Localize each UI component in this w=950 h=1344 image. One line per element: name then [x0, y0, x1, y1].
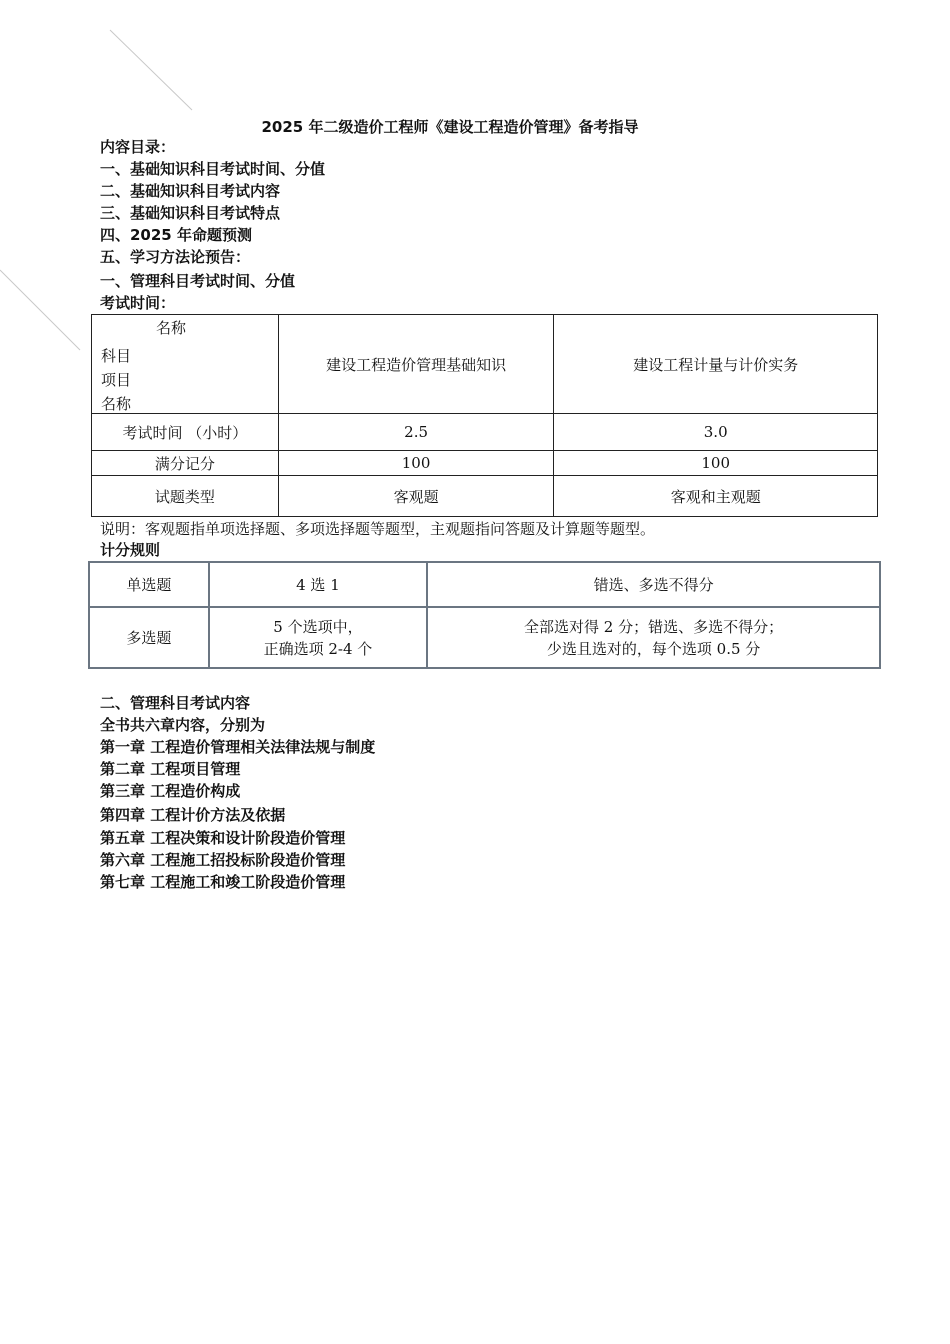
scoring-rules-table — [88, 561, 881, 669]
table-cell: 客观题 — [278, 476, 554, 517]
table-row — [92, 476, 878, 517]
text-line: 全部选对得 2 分；错选、多选不得分； — [524, 617, 784, 636]
toc-item: 五、学习方法论预告： — [100, 248, 251, 266]
chapter-item: 第三章 工程造价构成 — [100, 782, 241, 800]
section-intro: 全书共六章内容，分别为 — [100, 716, 266, 734]
chapter-item: 第七章 工程施工和竣工阶段造价管理 — [100, 873, 346, 891]
chapter-item: 第一章 工程造价管理相关法律法规与制度 — [100, 738, 376, 756]
column-header: 建设工程造价管理基础知识 — [278, 315, 554, 414]
corner-left-label: 科目 — [101, 347, 132, 365]
corner-left-label: 项目 — [101, 371, 132, 389]
section-heading: 一、管理科目考试时间、分值 — [100, 272, 296, 290]
column-header: 建设工程计量与计价实务 — [554, 315, 878, 414]
table-note: 说明：客观题指单项选择题、多项选择题等题型，主观题指问答题及计算题等题型。 — [100, 520, 656, 538]
toc-item: 四、2025 年命题预测 — [100, 226, 252, 244]
corner-top-label: 名称 — [156, 319, 187, 337]
scoring-heading: 计分规则 — [100, 541, 161, 559]
corner-left-label: 名称 — [101, 395, 132, 413]
table-row — [92, 414, 878, 451]
option-description — [209, 607, 427, 668]
table-cell: 100 — [278, 451, 554, 476]
text-line: 少选且选对的，每个选项 0.5 分 — [546, 639, 761, 658]
option-description: 4 选 1 — [209, 562, 427, 607]
table-cell: 3.0 — [554, 414, 878, 451]
question-type: 多选题 — [89, 607, 209, 668]
document-title: 2025 年二级造价工程师《建设工程造价管理》备考指导 — [261, 118, 639, 136]
row-label: 试题类型 — [92, 476, 279, 517]
exam-time-table — [91, 314, 878, 517]
section-subheading: 考试时间： — [100, 294, 176, 312]
scoring-rule — [427, 607, 880, 668]
scoring-rule: 错选、多选不得分 — [427, 562, 880, 607]
table-cell: 2.5 — [278, 414, 554, 451]
table-row — [89, 607, 880, 668]
table-row — [89, 562, 880, 607]
chapter-item: 第五章 工程决策和设计阶段造价管理 — [100, 829, 346, 847]
toc-item: 三、基础知识科目考试特点 — [100, 204, 281, 222]
text-line: 正确选项 2-4 个 — [263, 639, 373, 658]
chapter-item: 第四章 工程计价方法及依据 — [100, 806, 286, 824]
chapter-item: 第六章 工程施工招投标阶段造价管理 — [100, 851, 346, 869]
toc-heading: 内容目录： — [100, 138, 176, 156]
toc-item: 一、基础知识科目考试时间、分值 — [100, 160, 326, 178]
toc-item: 二、基础知识科目考试内容 — [100, 182, 281, 200]
table-corner-cell — [92, 315, 279, 414]
question-type: 单选题 — [89, 562, 209, 607]
chapter-item: 第二章 工程项目管理 — [100, 760, 241, 778]
text-line: 5 个选项中， — [273, 617, 363, 636]
table-cell: 客观和主观题 — [554, 476, 878, 517]
row-label: 考试时间 （小时） — [92, 414, 279, 451]
table-cell: 100 — [554, 451, 878, 476]
section-heading: 二、管理科目考试内容 — [100, 694, 251, 712]
row-label: 满分记分 — [92, 451, 279, 476]
table-row — [92, 451, 878, 476]
